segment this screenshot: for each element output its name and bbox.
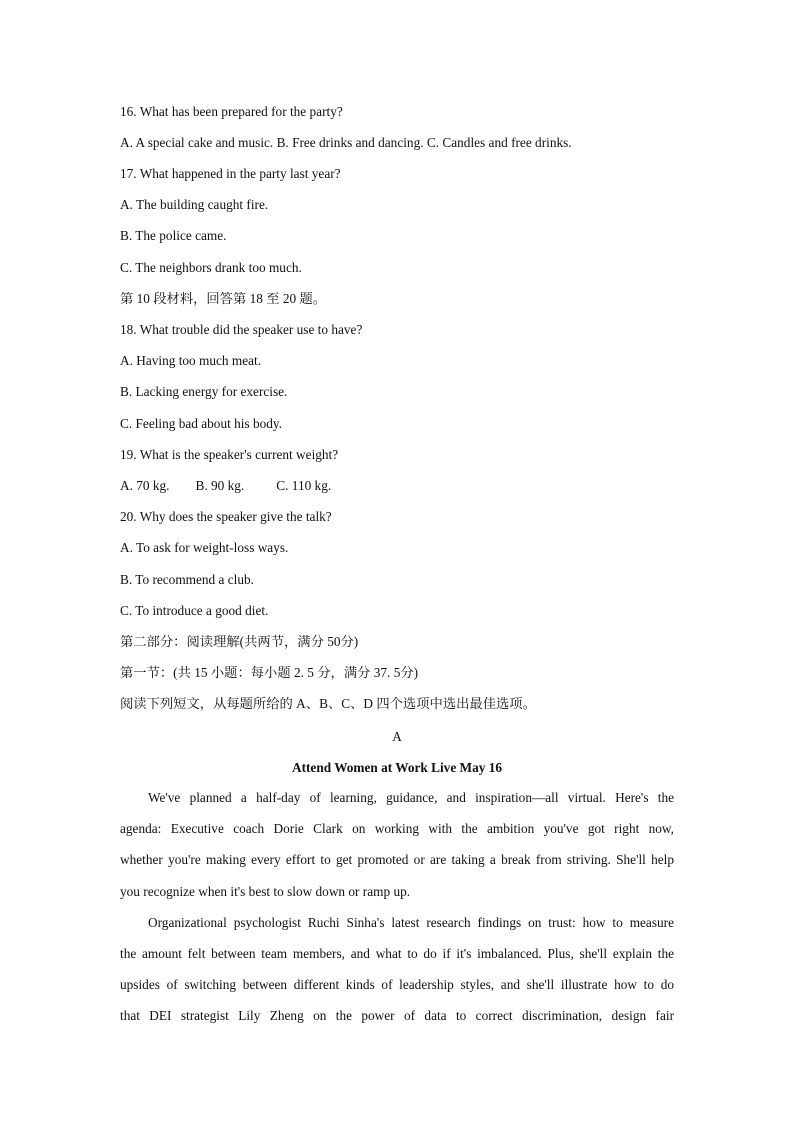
question-17-stem: 17. What happened in the party last year? (120, 166, 341, 181)
paragraph-1-line-4: you recognize when it's best to slow down or ramp up. (120, 884, 411, 899)
part-2-heading: 第二部分：阅读理解(共两节，满分 50分) (120, 634, 359, 649)
question-19-option-c: C. 110 kg. (276, 478, 332, 493)
paragraph-1-line-3: whether you're making every effort to get promoted or are taking a break from striving. She'll help (120, 852, 674, 867)
question-20-option-c: C. To introduce a good diet. (120, 603, 269, 618)
question-18-option-b: B. Lacking energy for exercise. (120, 384, 288, 399)
section-10-instruction: 第 10 段材料，回答第 18 至 20 题。 (120, 291, 327, 306)
passage-title: Attend Women at Work Live May 16 (291, 760, 503, 775)
paragraph-2-line-1: Organizational psychologist Ruchi Sinha's latest research findings on trust: how to measure (148, 915, 674, 930)
question-20-option-b: B. To recommend a club. (120, 572, 254, 587)
paragraph-1-line-2: agenda: Executive coach Dorie Clark on working with the ambition you've got right now, (120, 821, 674, 836)
question-20-stem: 20. Why does the speaker give the talk? (120, 509, 332, 524)
passage-label: A (392, 729, 402, 744)
question-19-option-b: B. 90 kg. (195, 478, 245, 493)
reading-instruction: 阅读下列短文，从每题所给的 A、B、C、D 四个选项中选出最佳选项。 (120, 696, 536, 711)
paragraph-2-line-4: that DEI strategist Lily Zheng on the power of data to correct discrimination, design fair (120, 1008, 674, 1023)
question-18-stem: 18. What trouble did the speaker use to have? (120, 322, 363, 337)
question-19-stem: 19. What is the speaker's current weight? (120, 447, 339, 462)
question-18-option-a: A. Having too much meat. (120, 353, 262, 368)
question-17-option-c: C. The neighbors drank too much. (120, 260, 302, 275)
paragraph-1-line-1: We've planned a half-day of learning, guidance, and inspiration—all virtual. Here's the (148, 790, 674, 805)
question-16-stem: 16. What has been prepared for the party? (120, 104, 343, 119)
question-19-options (120, 478, 331, 494)
question-20-option-a: A. To ask for weight-loss ways. (120, 540, 289, 555)
question-16-options: A. A special cake and music. B. Free drinks and dancing. C. Candles and free drinks. (120, 135, 572, 150)
paragraph-2-line-3: upsides of switching between different kinds of leadership styles, and she'll illustrate how to do (120, 977, 674, 992)
question-19-option-a: A. 70 kg. (120, 478, 170, 493)
paragraph-2-line-2: the amount felt between team members, and what to do if it's imbalanced. Plus, she'll explain the (120, 946, 674, 961)
question-18-option-c: C. Feeling bad about his body. (120, 416, 283, 431)
question-17-option-b: B. The police came. (120, 228, 227, 243)
question-17-option-a: A. The building caught fire. (120, 197, 269, 212)
part-2-section-1: 第一节：(共 15 小题：每小题 2. 5 分，满分 37. 5分) (120, 665, 419, 680)
